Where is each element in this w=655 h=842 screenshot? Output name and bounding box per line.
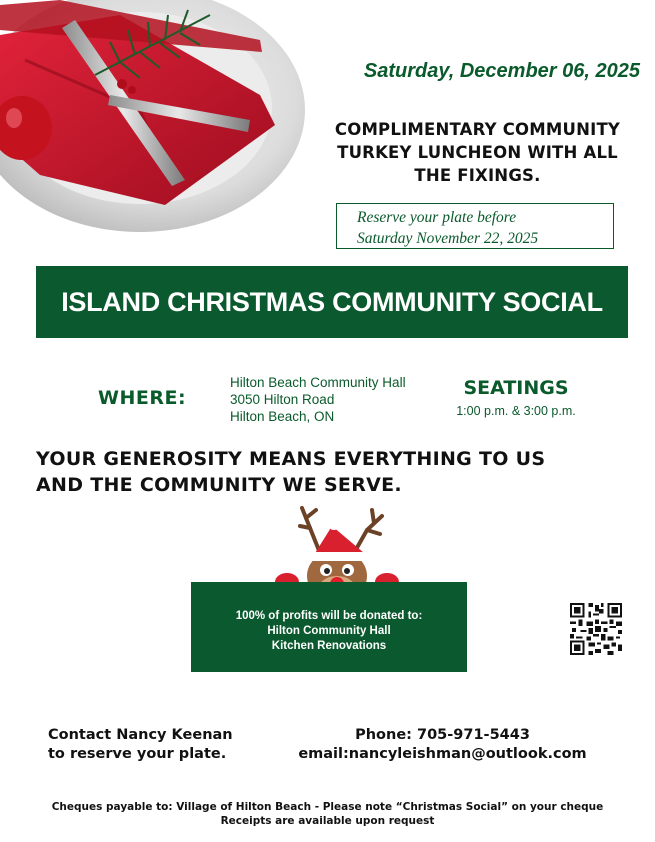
- reserve-line: Reserve your plate before: [357, 209, 517, 226]
- donation-line: Hilton Community Hall: [267, 625, 391, 637]
- address-line: 3050 Hilton Road: [230, 392, 335, 407]
- contact-details: [290, 726, 595, 764]
- seatings-label: SEATINGS: [463, 377, 569, 399]
- event-date: Saturday, December 06, 2025: [363, 60, 640, 82]
- message-line: AND THE COMMUNITY WE SERVE.: [36, 474, 402, 496]
- reserve-deadline-box: [336, 203, 614, 249]
- generosity-message: [36, 446, 636, 498]
- address-line: Hilton Beach Community Hall: [230, 375, 406, 390]
- message-line: YOUR GENEROSITY MEANS EVERYTHING TO US: [36, 448, 546, 470]
- cheque-note: Cheques payable to: Village of Hilton Beach - Please note “Christmas Social” on your cheque: [51, 801, 604, 813]
- headline-line: COMPLIMENTARY COMMUNITY: [334, 120, 621, 139]
- christmas-table-setting-photo: [0, 0, 305, 240]
- event-title-banner: [36, 266, 628, 338]
- footer-note: [0, 800, 655, 828]
- donation-line: Kitchen Renovations: [271, 640, 387, 652]
- luncheon-headline: [305, 118, 650, 187]
- donation-box: [191, 582, 467, 672]
- contact-line: to reserve your plate.: [48, 746, 227, 762]
- venue-address: [230, 374, 406, 425]
- reserve-line: Saturday November 22, 2025: [357, 230, 539, 247]
- qr-code-icon[interactable]: [570, 603, 622, 655]
- event-title: ISLAND CHRISTMAS COMMUNITY SOCIAL: [61, 286, 603, 317]
- seatings-times: 1:00 p.m. & 3:00 p.m.: [456, 404, 576, 418]
- donation-line: 100% of profits will be donated to:: [235, 610, 423, 622]
- receipt-note: Receipts are available upon request: [220, 815, 435, 827]
- contact-name: [48, 726, 233, 764]
- contact-line: Contact Nancy Keenan: [48, 727, 233, 743]
- headline-line: TURKEY LUNCHEON WITH ALL: [337, 143, 618, 162]
- address-line: Hilton Beach, ON: [230, 409, 335, 424]
- email-address[interactable]: email:nancyleishman@outlook.com: [298, 746, 587, 762]
- headline-line: THE FIXINGS.: [414, 166, 541, 185]
- where-label: WHERE:: [98, 387, 187, 409]
- phone-number[interactable]: Phone: 705-971-5443: [355, 727, 530, 743]
